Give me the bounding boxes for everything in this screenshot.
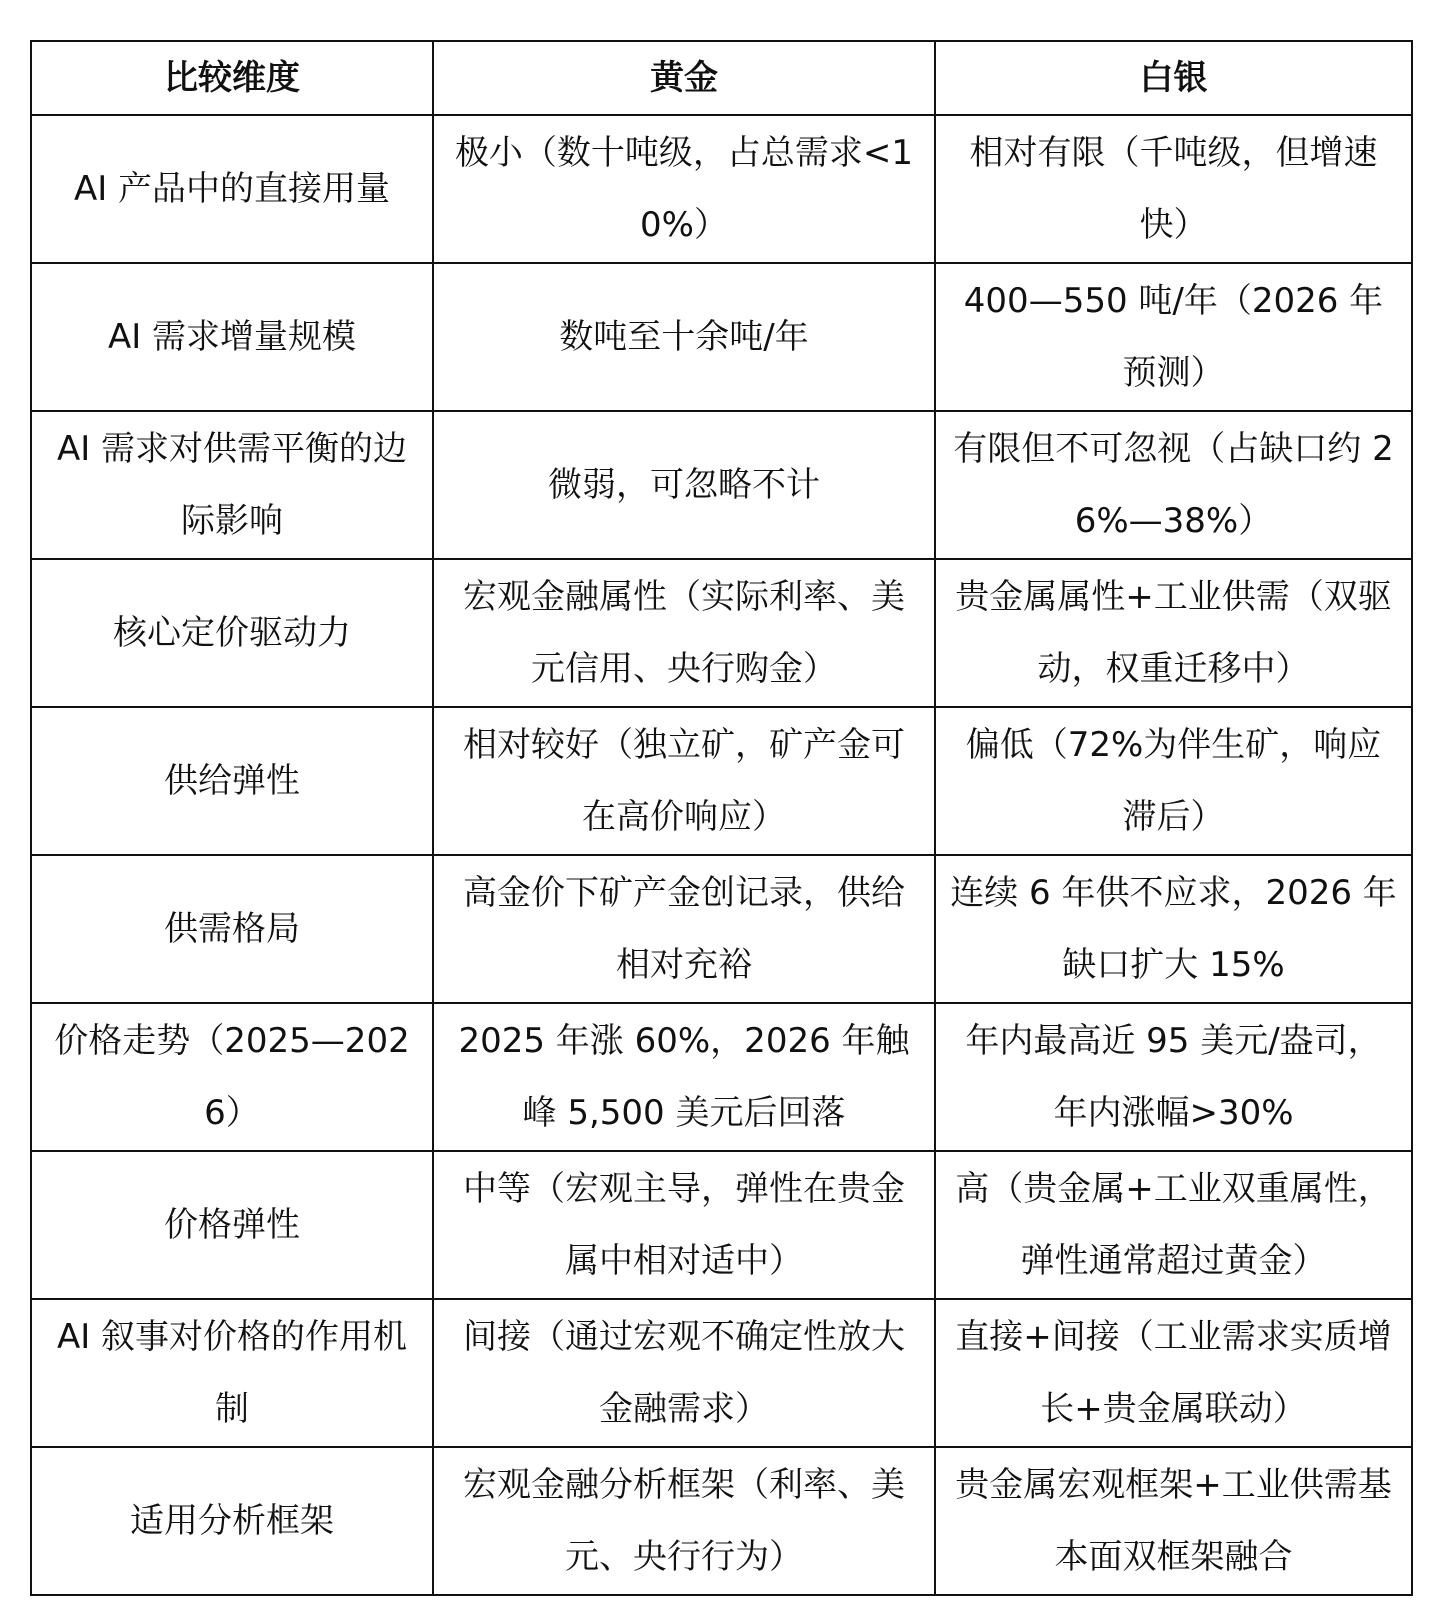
row-gold-cell: 中等（宏观主导，弹性在贵金属中相对适中） — [433, 1151, 935, 1299]
row-gold-cell: 宏观金融分析框架（利率、美元、央行行为） — [433, 1447, 935, 1595]
table-row — [31, 707, 1412, 855]
row-silver-cell: 高（贵金属+工业双重属性，弹性通常超过黄金） — [935, 1151, 1412, 1299]
row-silver-cell: 400—550 吨/年（2026 年预测） — [935, 263, 1412, 411]
row-gold-cell: 宏观金融属性（实际利率、美元信用、央行购金） — [433, 559, 935, 707]
table-row — [31, 1151, 1412, 1299]
table-header-row — [31, 41, 1412, 115]
table-row — [31, 559, 1412, 707]
row-gold-cell: 相对较好（独立矿，矿产金可在高价响应） — [433, 707, 935, 855]
row-silver-cell: 年内最高近 95 美元/盎司，年内涨幅>30% — [935, 1003, 1412, 1151]
table-row — [31, 411, 1412, 559]
row-dimension-cell: 供给弹性 — [31, 707, 433, 855]
table-row — [31, 115, 1412, 263]
row-dimension-cell: 核心定价驱动力 — [31, 559, 433, 707]
row-dimension-cell: 供需格局 — [31, 855, 433, 1003]
row-silver-cell: 偏低（72%为伴生矿，响应滞后） — [935, 707, 1412, 855]
row-silver-cell: 有限但不可忽视（占缺口约 26%—38%） — [935, 411, 1412, 559]
table-row — [31, 263, 1412, 411]
row-silver-cell: 相对有限（千吨级，但增速快） — [935, 115, 1412, 263]
header-silver: 白银 — [935, 41, 1412, 115]
row-gold-cell: 微弱，可忽略不计 — [433, 411, 935, 559]
header-gold: 黄金 — [433, 41, 935, 115]
row-gold-cell: 间接（通过宏观不确定性放大金融需求） — [433, 1299, 935, 1447]
row-gold-cell: 高金价下矿产金创记录，供给相对充裕 — [433, 855, 935, 1003]
table-row — [31, 1003, 1412, 1151]
row-silver-cell: 贵金属属性+工业供需（双驱动，权重迁移中） — [935, 559, 1412, 707]
row-dimension-cell: 价格弹性 — [31, 1151, 433, 1299]
row-dimension-cell: AI 需求增量规模 — [31, 263, 433, 411]
row-gold-cell: 极小（数十吨级，占总需求<10%） — [433, 115, 935, 263]
row-silver-cell: 贵金属宏观框架+工业供需基本面双框架融合 — [935, 1447, 1412, 1595]
row-gold-cell: 2025 年涨 60%，2026 年触峰 5,500 美元后回落 — [433, 1003, 935, 1151]
row-dimension-cell: AI 叙事对价格的作用机制 — [31, 1299, 433, 1447]
table-row — [31, 1447, 1412, 1595]
row-gold-cell: 数吨至十余吨/年 — [433, 263, 935, 411]
gold-silver-comparison-table — [30, 40, 1413, 1596]
row-dimension-cell: 适用分析框架 — [31, 1447, 433, 1595]
row-silver-cell: 连续 6 年供不应求，2026 年缺口扩大 15% — [935, 855, 1412, 1003]
row-silver-cell: 直接+间接（工业需求实质增长+贵金属联动） — [935, 1299, 1412, 1447]
row-dimension-cell: 价格走势（2025—2026） — [31, 1003, 433, 1151]
header-dimension: 比较维度 — [31, 41, 433, 115]
comparison-table-container — [30, 40, 1411, 1596]
row-dimension-cell: AI 产品中的直接用量 — [31, 115, 433, 263]
table-row — [31, 855, 1412, 1003]
row-dimension-cell: AI 需求对供需平衡的边际影响 — [31, 411, 433, 559]
table-row — [31, 1299, 1412, 1447]
